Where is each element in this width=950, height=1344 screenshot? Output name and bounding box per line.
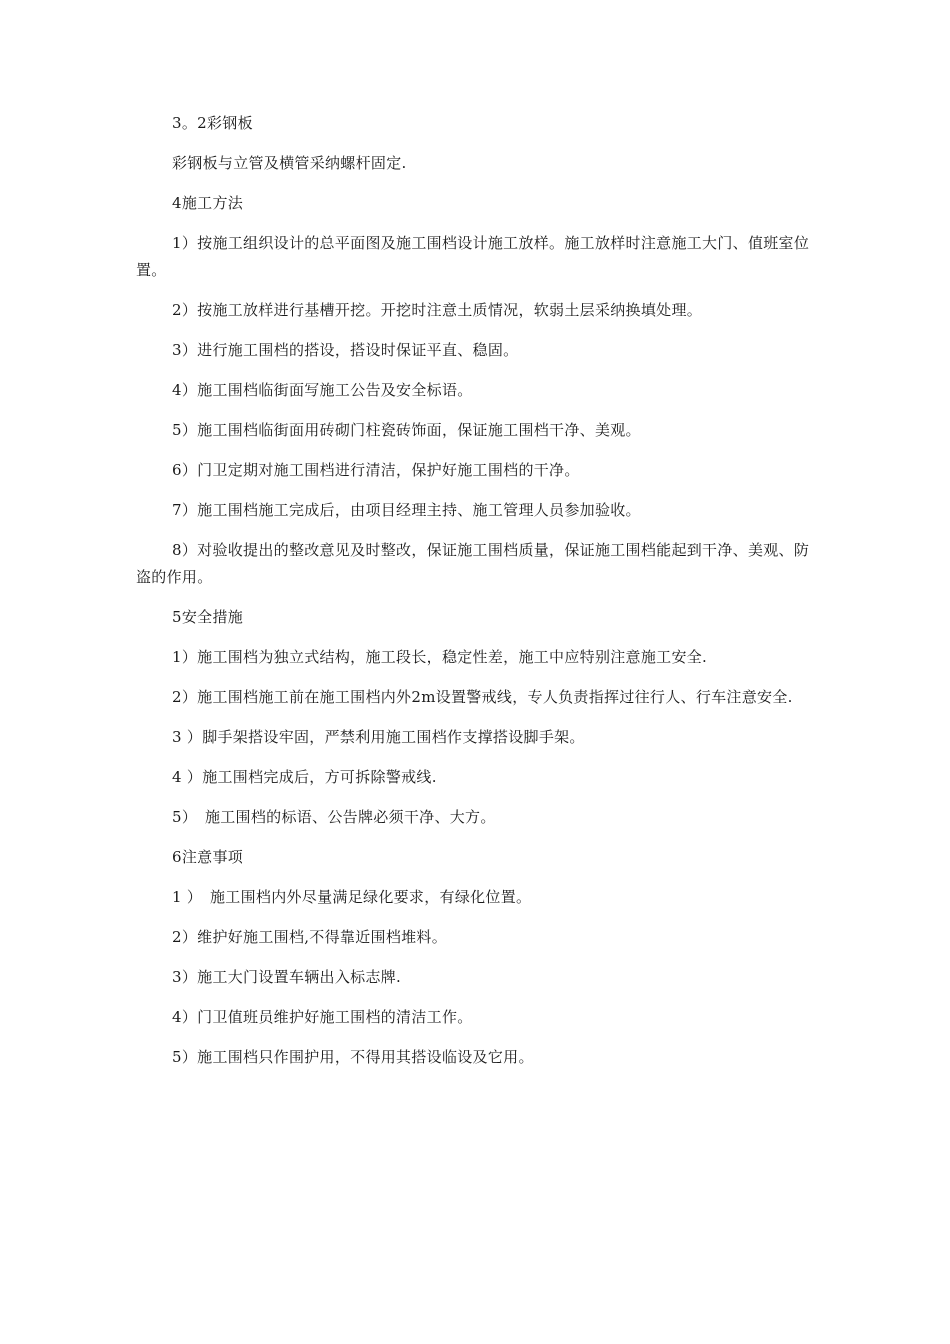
section-heading-4: 4施工方法 bbox=[172, 194, 244, 212]
list-item: 7）施工围档施工完成后，由项目经理主持、施工管理人员参加验收。 bbox=[172, 501, 641, 519]
document-page bbox=[136, 110, 820, 1084]
list-item: 8）对验收提出的整改意见及时整改，保证施工围档质量，保证施工围档能起到干净、美观、防盗的作用。 bbox=[136, 541, 810, 586]
list-item: 3）进行施工围档的搭设，搭设时保证平直、稳固。 bbox=[172, 341, 519, 359]
section-heading-5: 5安全措施 bbox=[172, 608, 244, 626]
list-item: 3）施工大门设置车辆出入标志牌. bbox=[172, 968, 402, 986]
list-item: 4 ）施工围档完成后，方可拆除警戒线. bbox=[172, 768, 437, 786]
list-item: 3 ）脚手架搭设牢固，严禁利用施工围档作支撑搭设脚手架。 bbox=[172, 728, 585, 746]
section-heading-6: 6注意事项 bbox=[172, 848, 244, 866]
list-item: 2）按施工放样进行基槽开挖。开挖时注意土质情况，软弱土层采纳换填处理。 bbox=[172, 301, 703, 319]
list-item: 6）门卫定期对施工围档进行清洁，保护好施工围档的干净。 bbox=[172, 461, 580, 479]
list-item: 1）施工围档为独立式结构，施工段长，稳定性差，施工中应特别注意施工安全. bbox=[172, 648, 708, 666]
list-item: 5）施工围档临街面用砖砌门柱瓷砖饰面，保证施工围档干净、美观。 bbox=[172, 421, 641, 439]
list-item: 4）施工围档临街面写施工公告及安全标语。 bbox=[172, 381, 473, 399]
list-item: 1 ） 施工围档内外尽量满足绿化要求，有绿化位置。 bbox=[172, 888, 532, 906]
list-item: 1）按施工组织设计的总平面图及施工围档设计施工放样。施工放样时注意施工大门、值班室位置。 bbox=[136, 234, 810, 279]
list-item: 4）门卫值班员维护好施工围档的清洁工作。 bbox=[172, 1008, 473, 1026]
list-item: 2）施工围档施工前在施工围档内外2m设置警戒线，专人负责指挥过往行人、行车注意安全. bbox=[172, 688, 793, 706]
list-item: 5）施工围档只作围护用，不得用其搭设临设及它用。 bbox=[172, 1048, 534, 1066]
list-item: 5） 施工围档的标语、公告牌必须干净、大方。 bbox=[172, 808, 496, 826]
paragraph: 彩钢板与立管及横管采纳螺杆固定. bbox=[172, 154, 407, 172]
list-item: 2）维护好施工围档,不得靠近围档堆料。 bbox=[172, 928, 448, 946]
section-heading-3-2: 3。2彩钢板 bbox=[172, 114, 253, 132]
